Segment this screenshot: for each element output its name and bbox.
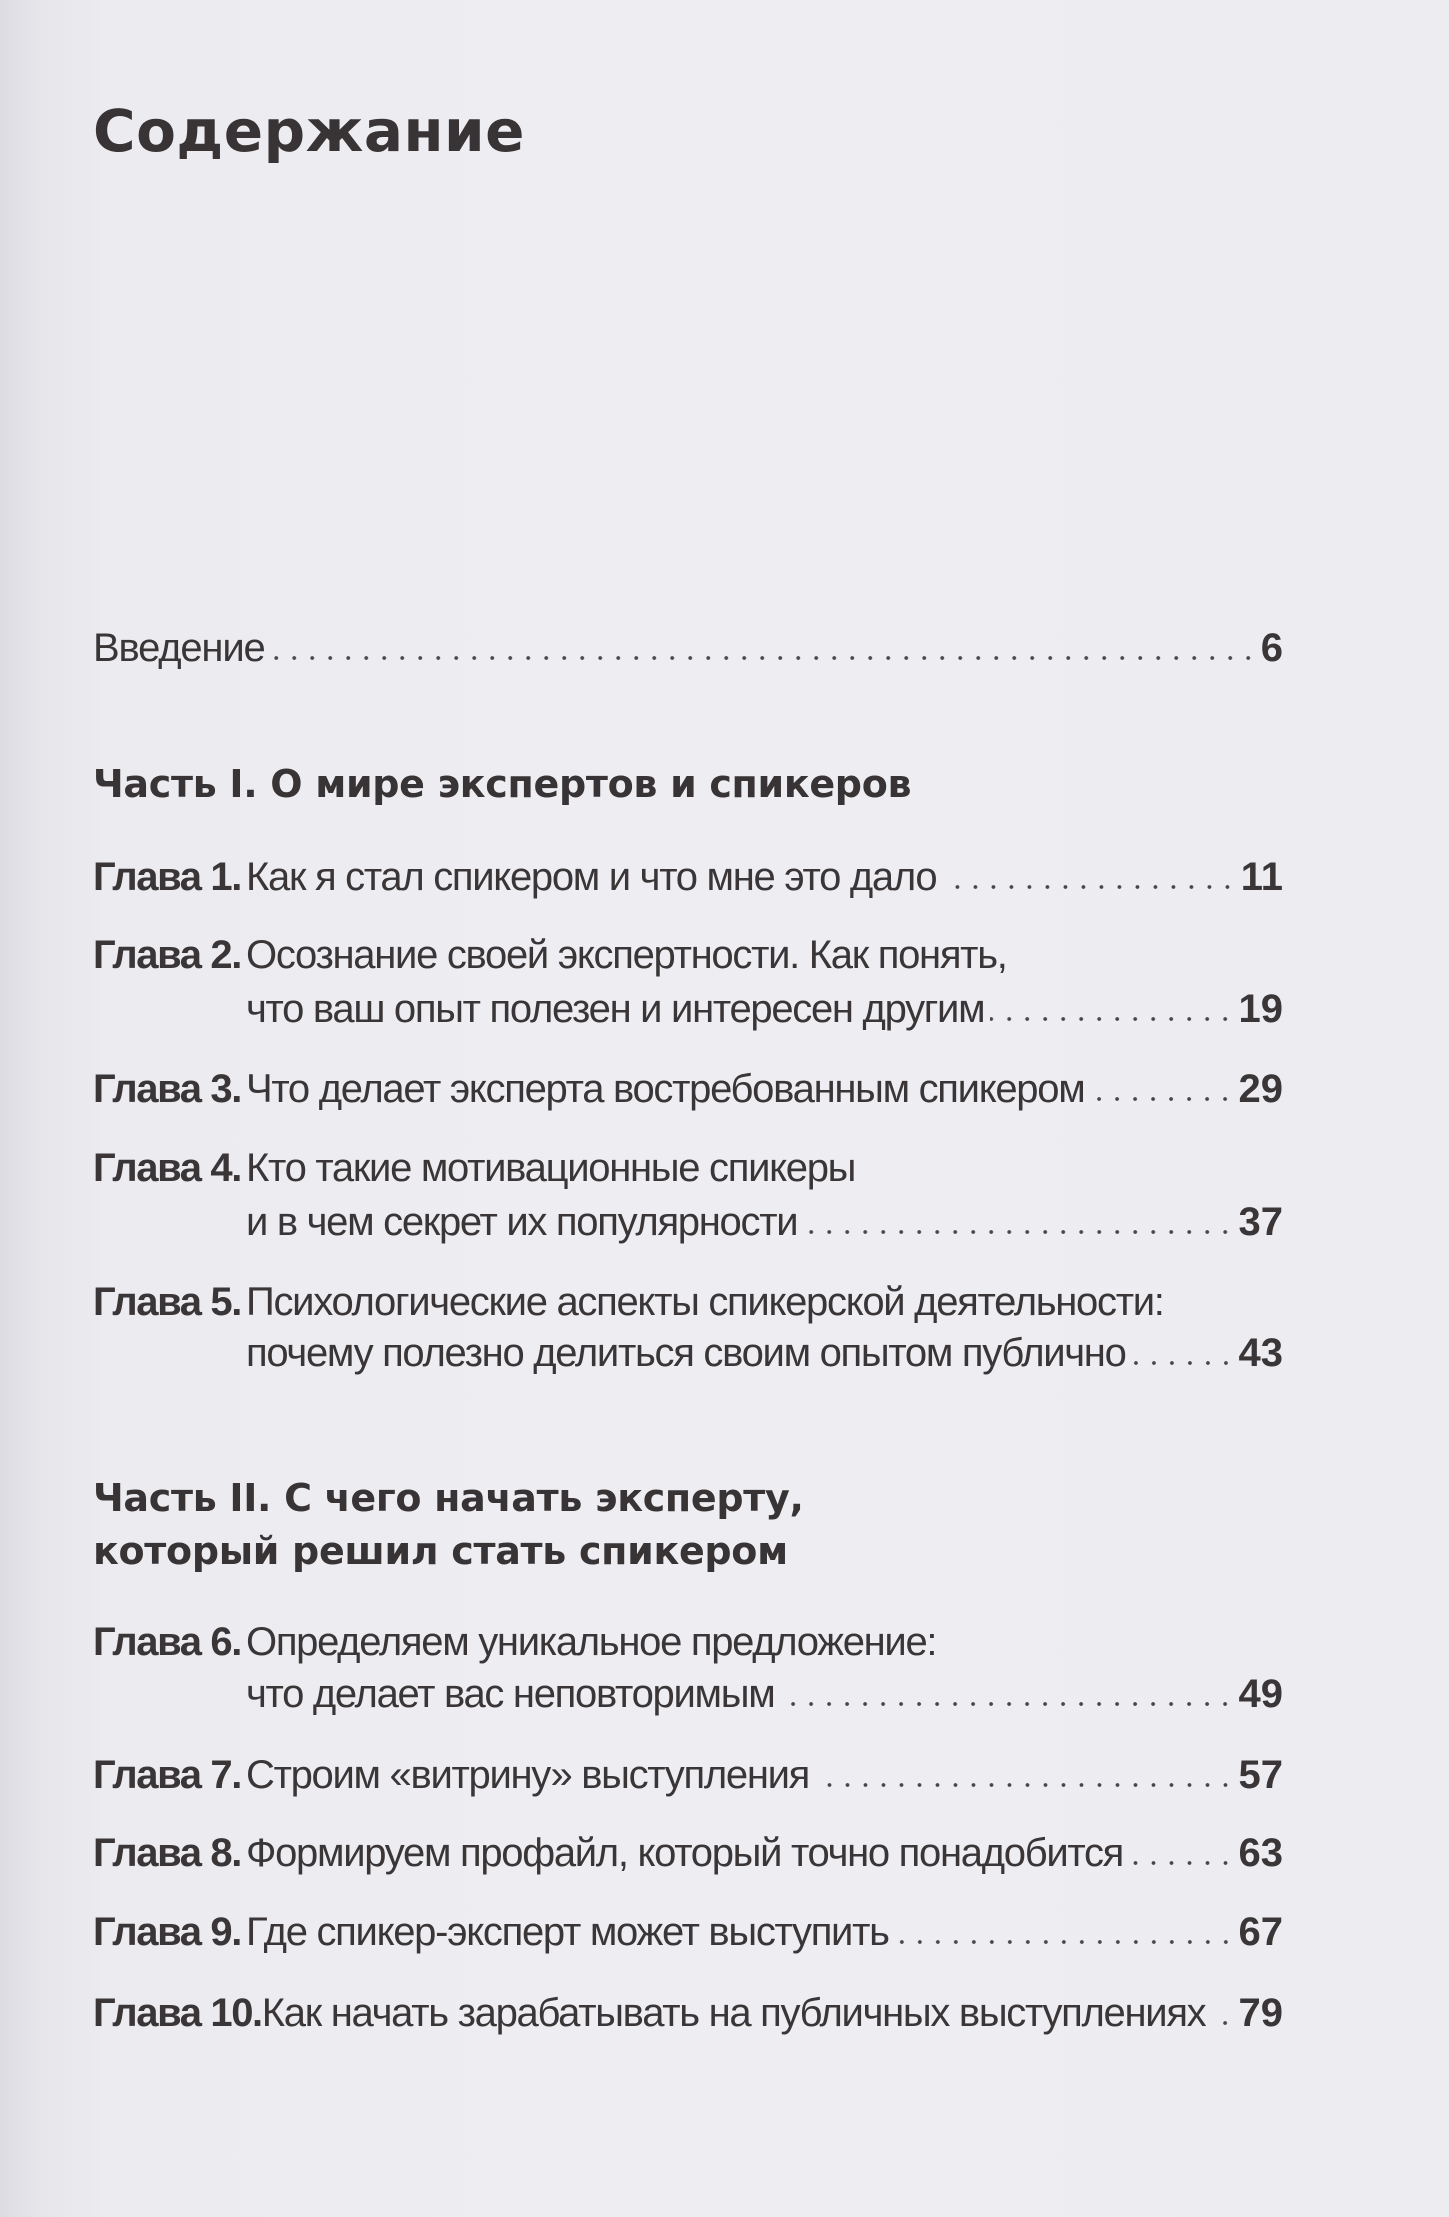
chapter-label: Глава 1. [93,855,241,899]
toc-entry-chapter-1[interactable] [93,852,1283,902]
dot-leader [815,1782,1234,1788]
toc-entry-chapter-6-continuation[interactable] [246,1669,1283,1719]
toc-entry-title: Что делает эксперта востребованным спикером [246,1067,1085,1111]
toc-entry-title-continued: что ваш опыт полезен и интересен другим [246,987,985,1031]
dot-leader [942,884,1236,890]
toc-entry-chapter-5-continuation[interactable] [246,1328,1283,1378]
chapter-label: Глава 6. [93,1620,241,1664]
chapter-label: Глава 3. [93,1067,241,1111]
part-heading-line: Часть II. С чего начать эксперту, [93,1476,804,1520]
dot-leader [990,1016,1234,1022]
toc-entry-chapter-6[interactable] [93,1617,1283,1667]
dot-leader [895,1939,1235,1945]
toc-page-number: 11 [1240,855,1283,899]
toc-entry-title-continued: почему полезно делиться своим опытом публично [246,1331,1126,1375]
part-heading-line: который решил стать спикером [93,1529,788,1573]
toc-entry-title: Как начать зарабатывать на публичных выступлениях [261,1991,1206,2035]
toc-entry-title: Формируем профайл, который точно понадобится [246,1831,1123,1875]
toc-page-number: 6 [1260,626,1283,670]
toc-entry-chapter-2-continuation[interactable] [246,984,1283,1034]
toc-page-number: 57 [1238,1753,1283,1797]
chapter-label: Глава 5. [93,1280,241,1324]
toc-entry-chapter-9[interactable] [93,1907,1283,1957]
part-heading-2 [93,1472,804,1578]
toc-page-number: 49 [1238,1672,1283,1716]
toc-entry-chapter-10[interactable] [93,1988,1283,2038]
chapter-label: Глава 7. [93,1753,241,1797]
toc-entry-title: Где спикер-эксперт может выступить [246,1910,889,1954]
dot-leader [1132,1360,1235,1366]
toc-entry-chapter-7[interactable] [93,1750,1283,1800]
chapter-label: Глава 8. [93,1831,241,1875]
page-title: Содержание [93,97,526,165]
toc-entry-title-continued: что делает вас неповторимым [246,1672,775,1716]
toc-entry-title: Кто такие мотивационные спикеры [246,1146,856,1190]
dot-leader [780,1701,1234,1707]
toc-entry-title: Психологические аспекты спикерской деятельности: [246,1280,1164,1324]
chapter-label: Глава 9. [93,1910,241,1954]
toc-entry-chapter-3[interactable] [93,1064,1283,1114]
chapter-label: Глава 2. [93,933,241,977]
dot-leader [803,1229,1234,1235]
toc-entry-chapter-5[interactable] [93,1277,1283,1327]
toc-entry-chapter-4[interactable] [93,1143,1283,1193]
toc-page-number: 79 [1238,1991,1283,2035]
toc-entry-chapter-2[interactable] [93,930,1283,980]
toc-page-number: 63 [1238,1831,1283,1875]
chapter-label: Глава 10. [93,1991,262,2035]
toc-entry-chapter-8[interactable] [93,1828,1283,1878]
dot-leader [1211,2020,1234,2026]
chapter-label: Глава 4. [93,1146,241,1190]
part-heading-line: Часть I. О мире экспертов и спикеров [93,762,912,806]
toc-entry-title: Осознание своей экспертности. Как понять, [246,933,1007,977]
toc-entry-title: Как я стал спикером и что мне это дало [246,855,937,899]
toc-entry-title: Строим «витрину» выступления [246,1753,810,1797]
toc-page-number: 19 [1238,987,1283,1031]
toc-entry-title: Определяем уникальное предложение: [246,1620,937,1664]
dot-leader [1129,1860,1235,1866]
toc-page-number: 29 [1238,1067,1283,1111]
toc-page-number: 43 [1238,1331,1283,1375]
part-heading-1 [93,758,911,811]
dot-leader [1090,1096,1234,1102]
toc-page-number: 67 [1238,1910,1283,1954]
toc-entry-title-continued: и в чем секрет их популярности [246,1200,798,1244]
toc-entry-chapter-4-continuation[interactable] [246,1197,1283,1247]
dot-leader [271,655,1257,661]
toc-entry-title: Введение [93,626,265,670]
toc-page-number: 37 [1238,1200,1283,1244]
toc-entry-introduction[interactable] [93,623,1283,673]
